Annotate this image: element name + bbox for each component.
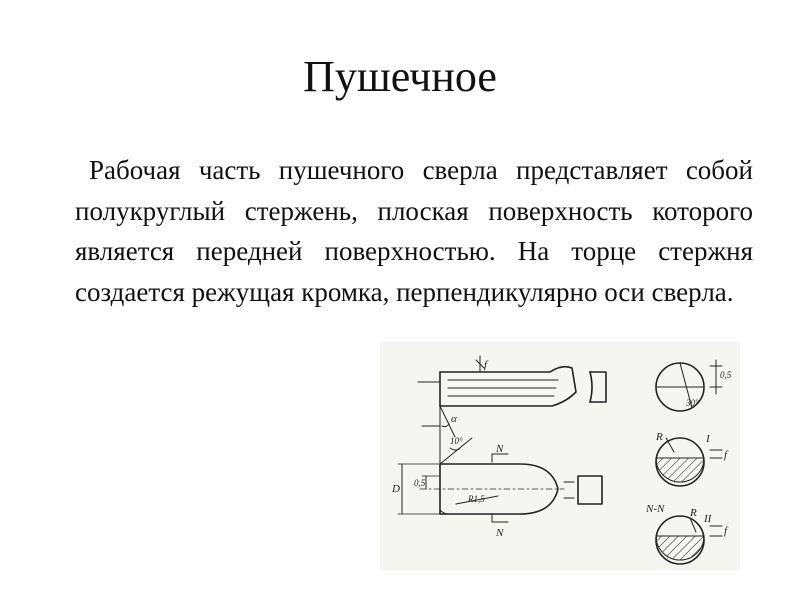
- slide-title: Пушечное: [303, 52, 497, 101]
- label-f-bottom: f: [724, 525, 728, 537]
- label-nn: N-N: [646, 503, 665, 515]
- label-roman-2: II: [704, 513, 712, 525]
- slide-body-text: Рабочая часть пушечного сверла представляет собой полукруглый стержень, плоская поверхность которого является передней поверхностью. На торце стержня создается режущая кромка, перпендикулярно оси сверла.: [75, 155, 753, 307]
- label-roman-1: I: [706, 433, 710, 445]
- technical-drawing-svg: [380, 342, 740, 570]
- label-f-mid: f: [724, 449, 728, 461]
- label-n-top: N: [496, 443, 504, 455]
- label-r15: R1,5: [468, 494, 485, 504]
- label-dim-05-right: 0,5: [720, 370, 732, 380]
- cross-section-2: [656, 516, 722, 564]
- label-d: D: [392, 483, 400, 495]
- label-n-bottom: N: [496, 527, 504, 539]
- label-r-bottom: R: [690, 507, 697, 519]
- cross-section-1: [656, 438, 722, 486]
- label-dim-05: 0,5: [414, 478, 426, 488]
- drill-side-view: [418, 356, 606, 442]
- cannon-drill-drawing: [380, 342, 740, 570]
- label-angle-30: 30°: [686, 398, 699, 408]
- label-r-mid: R: [656, 431, 663, 443]
- label-f-top: f: [484, 359, 488, 371]
- label-angle-10: 10°: [450, 436, 463, 446]
- label-alpha: α: [451, 413, 457, 425]
